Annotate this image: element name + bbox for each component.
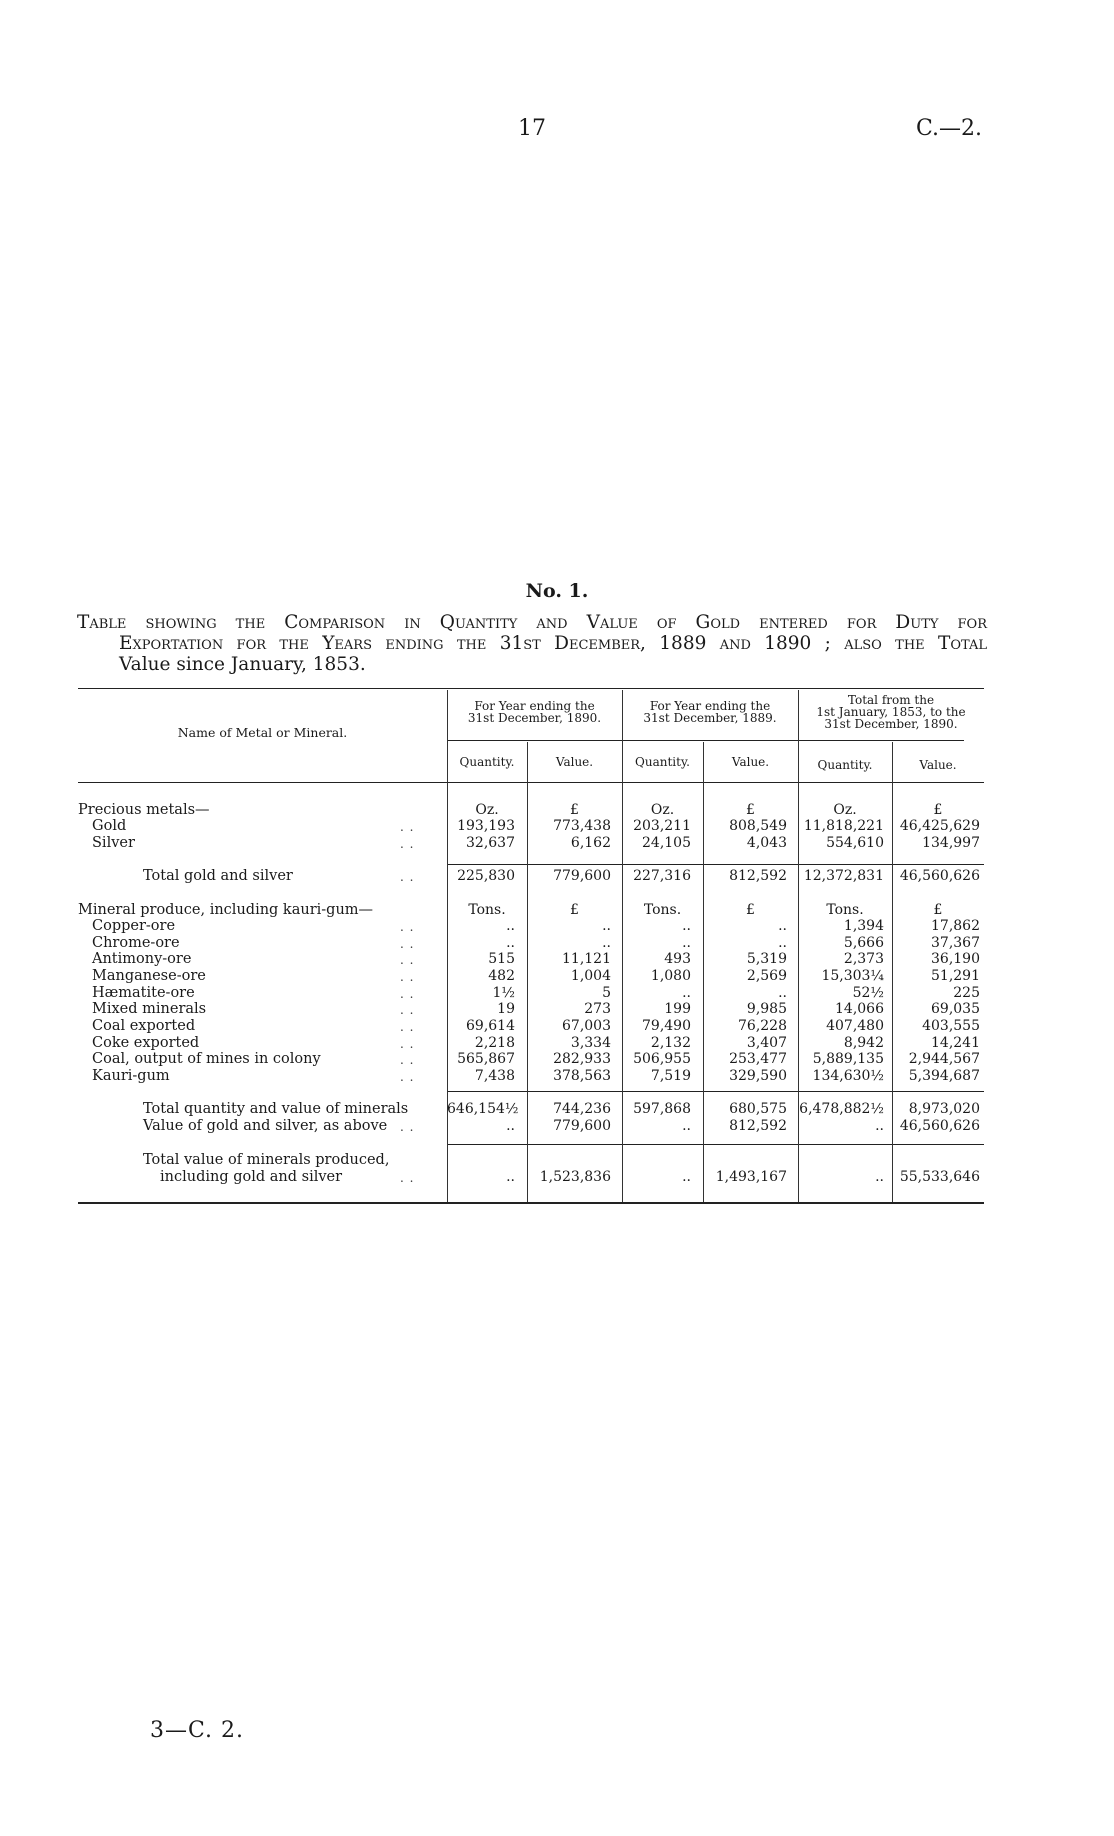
table-cell: .. [682,935,691,951]
row-label: Coal exported [92,1018,196,1034]
table-cell: .. [682,918,691,934]
table-cell: 329,590 [729,1068,787,1084]
leader-dots: . . [400,820,415,834]
table-cell: .. [506,918,515,934]
table-cell: 5,666 [843,935,884,951]
table-cell: 32,637 [466,835,515,851]
leader-dots: . . [400,870,415,884]
table-cell: .. [506,1118,515,1134]
table-cell: 76,228 [738,1018,787,1034]
table-cell: 779,600 [553,1118,611,1134]
table-cell: 1,080 [650,968,691,984]
table-cell: 2,132 [650,1035,691,1051]
row-label: Hæmatite-ore [92,985,195,1001]
leader-dots: . . [400,1070,415,1084]
table-cell: £ [746,802,755,818]
table-cell: .. [778,935,787,951]
header-year-1889 [622,700,798,724]
table-cell: 5 [602,985,611,1001]
row-label: Chrome-ore [92,935,180,951]
table-cell: Oz. [833,802,857,818]
table-cell: 225,830 [457,868,515,884]
header-total-since-1853 [798,694,984,730]
table-cell: 55,533,646 [899,1169,980,1185]
table-cell: 11,121 [562,951,611,967]
table-cell: 9,985 [746,1001,787,1017]
table-cell: 69,614 [466,1018,515,1034]
table-cell: 7,438 [474,1068,515,1084]
table-cell: .. [875,1118,884,1134]
header-line: 1st January, 1853, to the [816,705,966,719]
table-cell: 378,563 [553,1068,611,1084]
table-cell: 46,425,629 [899,818,980,834]
table-bottom-rule [78,1202,984,1204]
table-cell: 506,955 [633,1051,691,1067]
page-footer-signature: 3—C. 2. [150,1718,245,1743]
header-quantity-total: Quantity. [817,758,873,772]
table-cell: .. [602,918,611,934]
table-cell: 14,241 [931,1035,980,1051]
table-cell: 36,190 [931,951,980,967]
caption-line-3: Value since January, 1853. [119,654,366,675]
row-label: Value of gold and silver, as above [143,1118,388,1134]
table-cell: 17,862 [931,918,980,934]
header-value-1890: Value. [555,755,594,769]
table-cell: 199 [664,1001,691,1017]
table-cell: 282,933 [553,1051,611,1067]
table-cell: 8,973,020 [908,1101,980,1117]
subheader-rule [447,740,964,741]
table-cell: 5,889,135 [812,1051,884,1067]
table-caption [77,612,987,675]
table-cell: .. [602,935,611,951]
table-cell: 203,211 [633,818,691,834]
row-label: Copper-ore [92,918,176,934]
table-cell: 273 [584,1001,611,1017]
table-cell: 646,154½ [447,1101,519,1117]
table-cell: 193,193 [457,818,515,834]
table-cell: £ [570,802,579,818]
table-cell: £ [746,902,755,918]
table-cell: Tons. [468,902,506,918]
table-cell: 565,867 [457,1051,515,1067]
table-cell: 8,942 [843,1035,884,1051]
caption-line-1: Table showing the Comparison in Quantity and Value of Gold entered for Duty for [77,612,987,633]
row-label: Total quantity and value of minerals [143,1101,409,1117]
row-label: Coal, output of mines in colony [92,1051,321,1067]
table-cell: 403,555 [922,1018,980,1034]
table-cell: 6,162 [570,835,611,851]
leader-dots: . . [400,1171,415,1185]
table-number: No. 1. [525,580,589,602]
table-cell: 812,592 [729,868,787,884]
table-cell: .. [682,1169,691,1185]
leader-dots: . . [400,953,415,967]
table-cell: 134,630½ [812,1068,884,1084]
table-cell: 680,575 [729,1101,787,1117]
table-cell: 1,004 [570,968,611,984]
row-label: Mixed minerals [92,1001,207,1017]
table-cell: 12,372,831 [803,868,884,884]
row-label: Coke exported [92,1035,200,1051]
table-cell: 773,438 [553,818,611,834]
leader-dots: . . [400,1053,415,1067]
table-cell: 6,478,882½ [799,1101,884,1117]
leader-dots: . . [400,837,415,851]
header-year-1890 [447,700,622,724]
table-cell: 515 [488,951,515,967]
table-cell: 69,035 [931,1001,980,1017]
leader-dots: . . [400,920,415,934]
table-cell: 407,480 [826,1018,884,1034]
row-label: Total gold and silver [143,868,293,884]
table-cell: 744,236 [553,1101,611,1117]
leader-dots: . . [400,1037,415,1051]
table-cell: 52½ [852,985,884,1001]
leader-dots: . . [400,970,415,984]
table-cell: 1,523,836 [539,1169,611,1185]
table-cell: £ [933,902,943,918]
row-label: Gold [92,818,127,834]
header-line: 31st December, 1890. [824,717,958,731]
table-cell: 2,218 [474,1035,515,1051]
table-cell: 11,818,221 [803,818,884,834]
page-number: 17 [518,116,546,141]
table-cell: 554,610 [826,835,884,851]
row-label: Antimony-ore [92,951,192,967]
table-cell: 808,549 [729,818,787,834]
table-cell: 779,600 [553,868,611,884]
table-cell: 2,569 [746,968,787,984]
leader-dots: . . [400,937,415,951]
table-cell: 19 [497,1001,515,1017]
table-cell: 482 [488,968,515,984]
table-cell: 7,519 [650,1068,691,1084]
table-top-rule [78,688,984,689]
table-cell: 2,373 [843,951,884,967]
table-cell: 812,592 [729,1118,787,1134]
table-cell: 227,316 [633,868,691,884]
table-cell: 67,003 [562,1018,611,1034]
table-cell: 24,105 [642,835,691,851]
row-label: Precious metals— [78,802,210,818]
row-label: including gold and silver [160,1169,343,1185]
table-cell: .. [506,1169,515,1185]
caption-line-2: Exportation for the Years ending the 31st December, 1889 and 1890 ; also the Total [119,633,987,654]
row-label: Manganese-ore [92,968,206,984]
table-cell: 4,043 [746,835,787,851]
header-bottom-rule [78,782,984,783]
table-cell: £ [933,802,943,818]
table-cell: £ [570,902,579,918]
table-cell: 5,319 [746,951,787,967]
table-cell: .. [682,985,691,1001]
header-name-of-mineral: Name of Metal or Mineral. [177,725,348,740]
header-quantity-1890: Quantity. [459,755,515,769]
table-cell: 134,997 [922,835,980,851]
table-cell: .. [778,918,787,934]
table-cell: Tons. [826,902,864,918]
table-cell: 1,493,167 [715,1169,787,1185]
table-cell: 51,291 [931,968,980,984]
row-label: Kauri-gum [92,1068,170,1084]
table-cell: 493 [664,951,691,967]
table-cell: .. [778,985,787,1001]
table-cell: 253,477 [729,1051,787,1067]
header-line: For Year ending the [649,699,771,713]
table-cell: .. [506,935,515,951]
header-value-1889: Value. [731,755,770,769]
table-cell: 79,490 [642,1018,691,1034]
table-cell: 3,407 [746,1035,787,1051]
table-cell: Oz. [475,802,499,818]
header-line: For Year ending the [474,699,595,713]
leader-dots: . . [400,987,415,1001]
table-cell: 3,334 [570,1035,611,1051]
table-cell: 46,560,626 [899,1118,980,1134]
row-label: Mineral produce, including kauri-gum— [78,902,374,918]
header-quantity-1889: Quantity. [635,755,690,769]
table-cell: .. [875,1169,884,1185]
table-cell: 37,367 [931,935,980,951]
table-cell: 5,394,687 [908,1068,980,1084]
table-cell: 15,303¼ [821,968,884,984]
header-value-total: Value. [919,758,957,772]
table-cell: 14,066 [835,1001,884,1017]
table-cell: 597,868 [633,1101,691,1117]
header-line: 31st December, 1890. [467,711,602,725]
leader-dots: . . [400,1120,415,1134]
table-cell: .. [682,1118,691,1134]
row-label: Total value of minerals produced, [143,1152,390,1168]
table-cell: 46,560,626 [899,868,980,884]
leader-dots: . . [400,1020,415,1034]
table-cell: 225 [953,985,980,1001]
header-line: Total from the [847,693,935,707]
table-cell: Oz. [650,802,675,818]
row-label: Silver [92,835,135,851]
header-line: 31st December, 1889. [643,711,777,725]
table-cell: Tons. [643,902,682,918]
document-reference: C.—2. [916,116,983,141]
table-cell: 1½ [492,985,515,1001]
leader-dots: . . [400,1003,415,1017]
table-cell: 1,394 [843,918,884,934]
table-cell: 2,944,567 [908,1051,980,1067]
